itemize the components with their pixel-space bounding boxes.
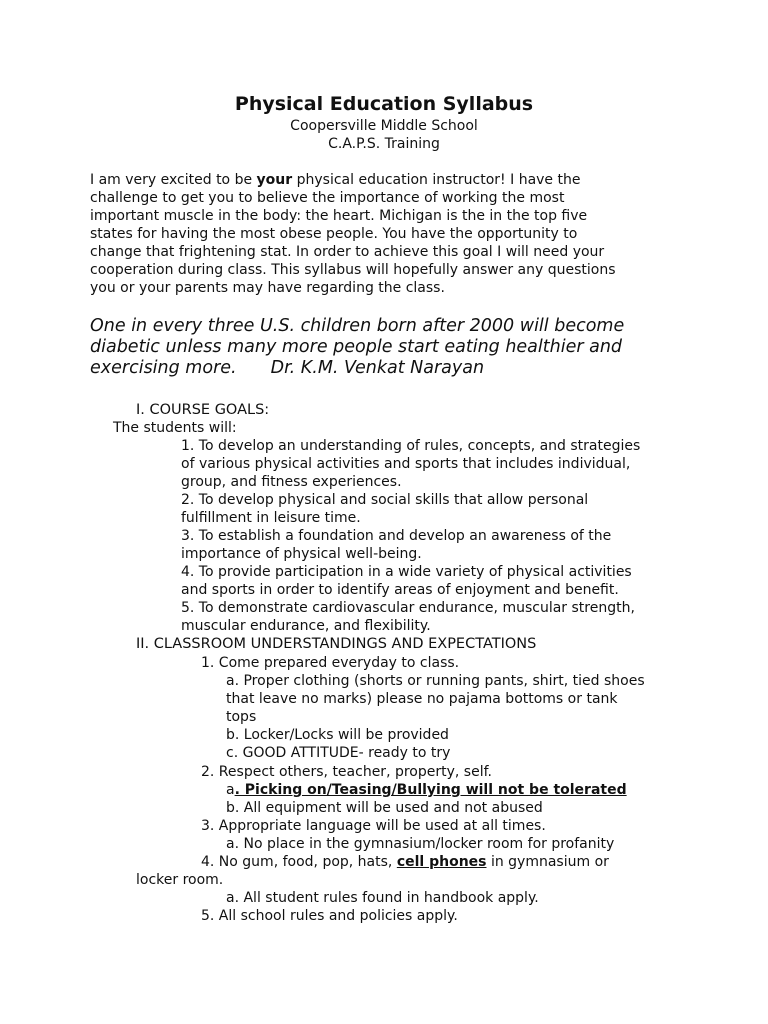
goal-line: muscular endurance, and flexibility. bbox=[181, 618, 431, 634]
expectation-subitem: c. GOOD ATTITUDE- ready to try bbox=[226, 745, 451, 761]
expectation-subitem: tops bbox=[226, 709, 257, 725]
quote-line: diabetic unless many more people start eating healthier and bbox=[90, 337, 623, 357]
goal-line: group, and fitness experiences. bbox=[181, 474, 402, 490]
expectation-item: 1. Come prepared everyday to class. bbox=[201, 655, 460, 671]
subitem-letter: a bbox=[226, 782, 235, 798]
quote-line: One in every three U.S. children born after 2000 will become bbox=[90, 316, 625, 336]
expectation-subitem: a. All student rules found in handbook apply. bbox=[226, 890, 539, 906]
expectation-item: 3. Appropriate language will be used at all times. bbox=[201, 818, 546, 834]
intro-line bbox=[90, 171, 690, 189]
goal-line: importance of physical well-being. bbox=[181, 546, 422, 562]
intro-text: I am very excited to be bbox=[90, 172, 257, 188]
goal-line: 4. To provide participation in a wide variety of physical activities bbox=[181, 564, 632, 580]
expectation-subitem: that leave no marks) please no pajama bottoms or tank bbox=[226, 691, 618, 707]
goal-line: 2. To develop physical and social skills that allow personal bbox=[181, 492, 589, 508]
goal-line: 5. To demonstrate cardiovascular endurance, muscular strength, bbox=[181, 600, 635, 616]
expectation-subitem bbox=[226, 781, 627, 799]
intro-line: states for having the most obese people. You have the opportunity to bbox=[90, 226, 578, 242]
bullying-warning: . Picking on/Teasing/Bullying will not be tolerated bbox=[234, 782, 627, 798]
quote-text: exercising more. bbox=[90, 358, 237, 378]
goal-line: fulfillment in leisure time. bbox=[181, 510, 361, 526]
heading-colon: : bbox=[264, 402, 270, 418]
intro-line: cooperation during class. This syllabus will hopefully answer any questions bbox=[90, 262, 616, 278]
intro-line: you or your parents may have regarding the class. bbox=[90, 280, 445, 296]
expectation-subitem: a. Proper clothing (shorts or running pants, shirt, tied shoes bbox=[226, 673, 645, 689]
goal-line: 1. To develop an understanding of rules, concepts, and strategies bbox=[181, 438, 641, 454]
expectation-item bbox=[201, 853, 609, 871]
intro-paragraph bbox=[90, 171, 690, 297]
quote-line bbox=[90, 358, 710, 379]
item-text: 4. No gum, food, pop, hats, bbox=[201, 854, 397, 870]
intro-emphasis: your bbox=[256, 172, 293, 188]
item-text: in gymnasium or bbox=[486, 854, 609, 870]
expectation-subitem: a. No place in the gymnasium/locker room for profanity bbox=[226, 836, 615, 852]
expectations-heading: II. CLASSROOM UNDERSTANDINGS AND EXPECTATIONS bbox=[136, 636, 537, 652]
school-name: Coopersville Middle School bbox=[290, 118, 478, 134]
goal-line: 3. To establish a foundation and develop an awareness of the bbox=[181, 528, 612, 544]
expectation-item-continued: locker room. bbox=[136, 872, 224, 888]
expectation-subitem: b. All equipment will be used and not abused bbox=[226, 800, 543, 816]
intro-line: challenge to get you to believe the importance of working the most bbox=[90, 190, 565, 206]
expectation-item: 5. All school rules and policies apply. bbox=[201, 908, 458, 924]
program-name: C.A.P.S. Training bbox=[328, 136, 440, 152]
goal-line: of various physical activities and sports that includes individual, bbox=[181, 456, 631, 472]
intro-line: change that frightening stat. In order to achieve this goal I will need your bbox=[90, 244, 605, 260]
expectation-subitem: b. Locker/Locks will be provided bbox=[226, 727, 449, 743]
quote-block bbox=[90, 316, 710, 379]
cell-phones-emphasis: cell phones bbox=[396, 854, 487, 870]
course-goals-heading bbox=[136, 401, 269, 419]
document-title: Physical Education Syllabus bbox=[234, 93, 534, 115]
goal-line: and sports in order to identify areas of enjoyment and benefit. bbox=[181, 582, 619, 598]
intro-line: important muscle in the body: the heart. Michigan is the in the top five bbox=[90, 208, 588, 224]
goals-lead: The students will: bbox=[113, 420, 237, 436]
expectation-item: 2. Respect others, teacher, property, self. bbox=[201, 764, 492, 780]
quote-author: Dr. K.M. Venkat Narayan bbox=[270, 358, 485, 378]
intro-text: physical education instructor! I have the bbox=[292, 172, 581, 188]
heading-text: I. COURSE GOALS bbox=[136, 402, 265, 418]
